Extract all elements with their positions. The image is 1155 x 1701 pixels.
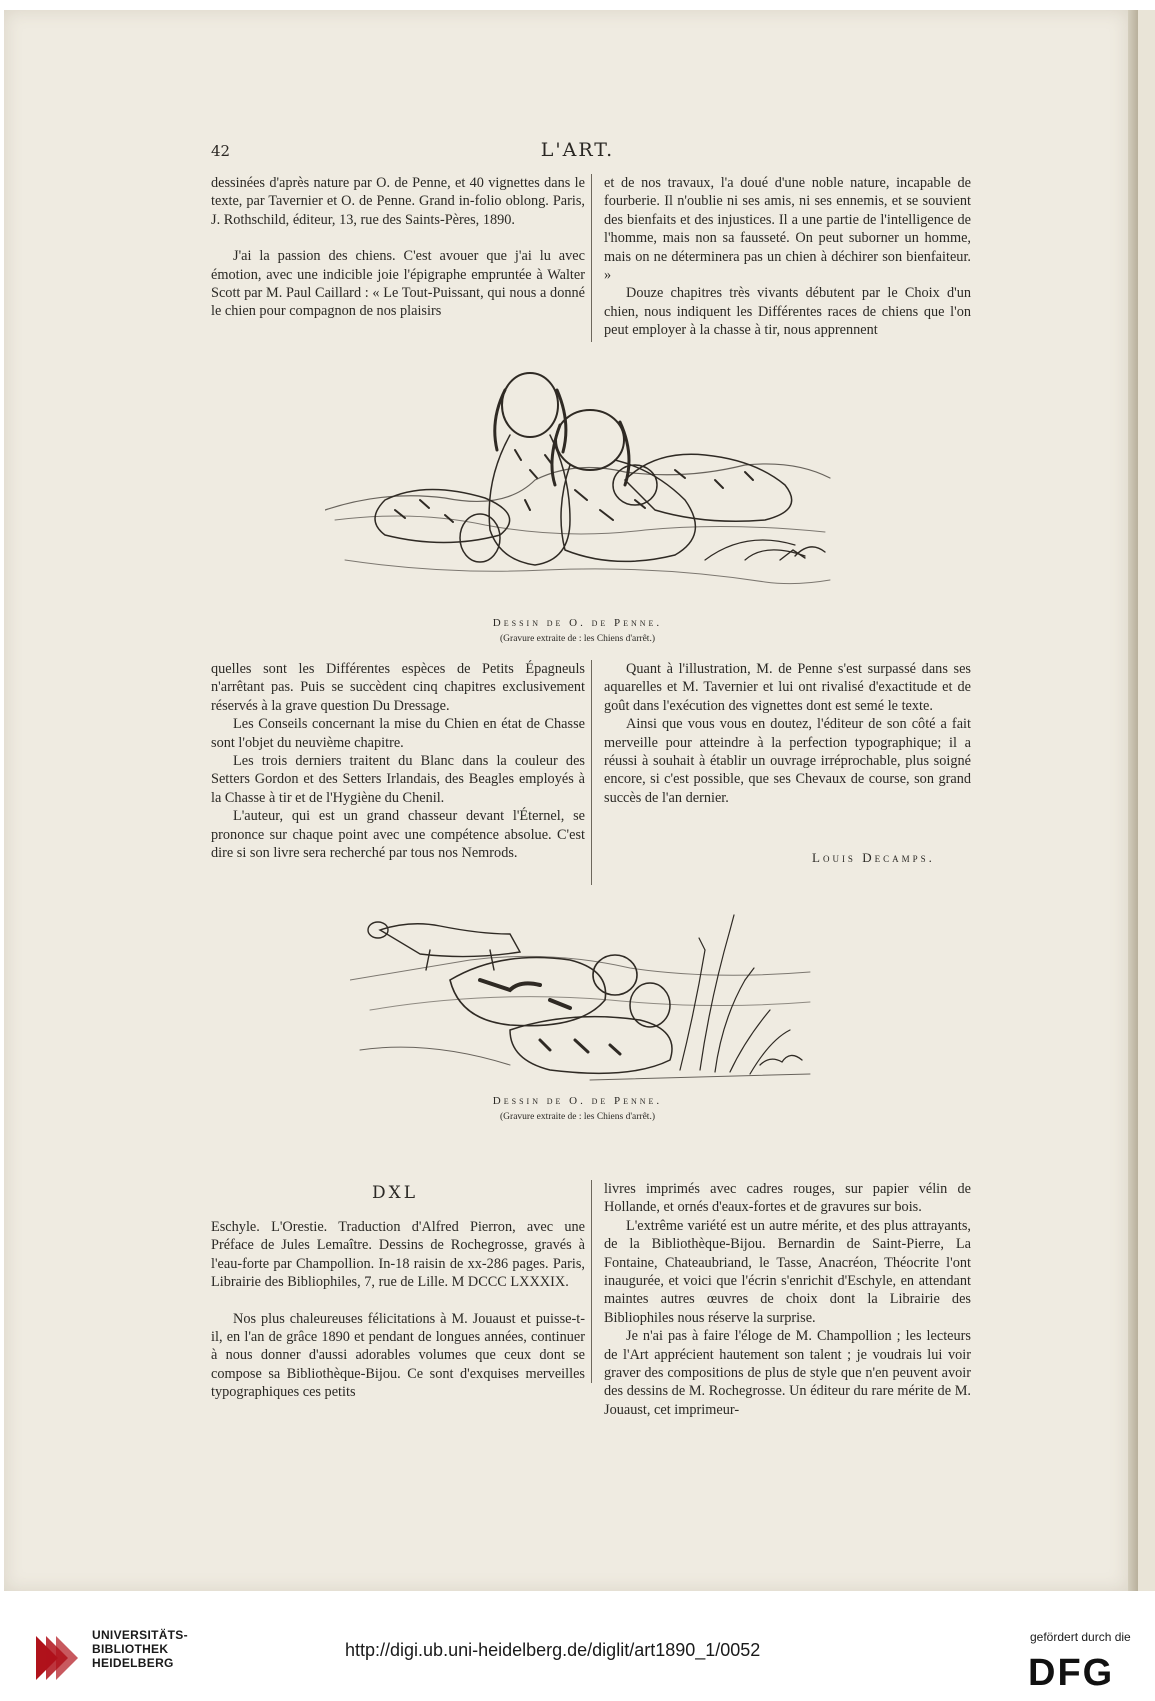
engraving-dogs-resting [325,360,835,600]
paragraph: quelles sont les Différentes espèces de Petits Épagneuls n'arrêtant pas. Puis se succèdent cinq chapitres exclusivement réservés à la grave question Du Dressage. [211,661,585,714]
mid-right-column [604,660,971,807]
author-signature: Louis Decamps. [812,850,935,865]
university-library-logo-icon [34,1620,82,1682]
paragraph: Je n'ai pas à faire l'éloge de M. Champollion ; les lecteurs de l'Art apprécient hautement son talent ; je voudrais lui voir graver des compositions de plus de style que n'en peuvent avoir des dessins de M. Rochegrosse. Un éditeur du rare mérite de M. Jouaust, cet imprimeur- [604,1328,971,1418]
page-edge-shadow [1138,10,1155,1591]
paragraph: L'extrême variété est un autre mérite, et des plus attrayants, de la Bibliothèque-Bijou. Bernardin de Saint-Pierre, La Fontaine, Chateaubriand, le Tasse, Anacréon, Théocrite l'ont inaugurée, et voici que l'écrin s'enrichit d'Eschyle, en attendant maintes autres œuvres de choix dont la Librairie des Bibliophiles nous réserve la surprise. [604,1217,971,1326]
page-number: 42 [211,142,231,160]
section-heading: DXL [372,1183,419,1203]
bibliographic-entry: Eschyle. L'Orestie. Traduction d'Alfred Pierron, avec une Préface de Jules Lemaître. Dessins de Rochegrosse, gravés à l'eau-forte par Champollion. In-18 raisin de xx-286 pages. Paris, Librairie des Bibliophiles, 7, rue de Lille. M DCCC LXXXIX. [211,1219,585,1291]
figure-caption: Dessin de O. de Penne. [492,617,663,629]
funding-note: gefördert durch die [1030,1630,1131,1644]
figure-credit: (Gravure extraite de : les Chiens d'arrêt.) [500,1112,655,1122]
engraving-dogs-hunting [350,890,820,1090]
bottom-left-column [211,1218,585,1402]
figure-caption: Dessin de O. de Penne. [492,1095,663,1107]
column-rule [591,1180,592,1383]
column-rule [591,660,592,885]
source-url[interactable]: http://digi.ub.uni-heidelberg.de/diglit/art1890_1/0052 [345,1640,761,1660]
paragraph: Les Conseils concernant la mise du Chien en état de Chasse sont l'objet du neuvième chapitre. [211,716,585,751]
figure-credit: (Gravure extraite de : les Chiens d'arrêt.) [500,634,655,644]
paragraph: Douze chapitres très vivants débutent par le Choix d'un chien, nous indiquent les Différentes races de chiens que l'on peut employer à la chasse à tir, nous apprennent [604,285,971,339]
paragraph: Nos plus chaleureuses félicitations à M. Jouaust et puisse-t-il, en l'an de grâce 1890 et pendant de longues années, continuer à nous donner d'aussi adorables volumes que ceux dont se compose sa Bibliothèque-Bijou. Ce sont d'exquises merveilles typographiques ces petits [211,1310,585,1401]
dfg-logo: DFG [1028,1652,1115,1694]
paragraph: L'auteur, qui est un grand chasseur devant l'Éternel, se prononce sur chaque point avec une compétence absolue. C'est dire si son livre sera recherché par tous nos Nemrods. [211,808,585,862]
mid-left-column [211,660,585,862]
top-right-column [604,174,971,340]
paragraph: J'ai la passion des chiens. C'est avouer que j'ai lu avec émotion, avec une indicible joie l'épigraphe empruntée à Walter Scott par M. Paul Caillard : « Le Tout-Puissant, qui nous a donné le chien pour compagnon de nos plaisirs [211,248,585,320]
paragraph: Quant à l'illustration, M. de Penne s'est surpassé dans ses aquarelles et M. Tavernier et lui ont rivalisé d'exactitude et de goût dans l'exécution des vignettes dont est semé le texte. [604,661,971,714]
column-rule [591,174,592,342]
bibliographic-entry: dessinées d'après nature par O. de Penne, et 40 vignettes dans le texte, par Tavernier et O. de Penne. Grand in-folio oblong. Paris, J. Rothschild, éditeur, 13, rue des Saints-Pères, 1890. [211,175,585,228]
paragraph: Ainsi que vous vous en doutez, l'éditeur de son côté a fait merveille pour atteindre à la perfection typographique; il a réussi à souhait à établir un ouvrage irréprochable, plus soigné encore, si c'est possible, que ses Chevaux de course, son grand succès de l'an dernier. [604,716,971,806]
bottom-right-column [604,1180,971,1419]
paragraph: livres imprimés avec cadres rouges, sur papier vélin de Hollande, et ornés d'eaux-fortes et de gravures sur bois. [604,1181,971,1216]
library-name: UNIVERSITÄTS- BIBLIOTHEK HEIDELBERG [92,1628,188,1670]
running-head: L'ART. [540,139,615,161]
paragraph: et de nos travaux, l'a doué d'une noble nature, incapable de fourberie. Il n'oublie ni ses amis, ni ses ennemis, et se souvient des bienfaits et des injustices. Il a une partie de l'intelligence de l'homme, mais non sa fausseté. On peut suborner un homme, mais on ne déterminera pas un chien à déchirer son bienfaiteur. » [604,175,971,284]
top-left-column [211,174,585,321]
paragraph: Les trois derniers traitent du Blanc dans la couleur des Setters Gordon et des Setters Irlandais, des Beagles employés à la Chasse à tir et de l'Hygiène du Chenil. [211,753,585,806]
